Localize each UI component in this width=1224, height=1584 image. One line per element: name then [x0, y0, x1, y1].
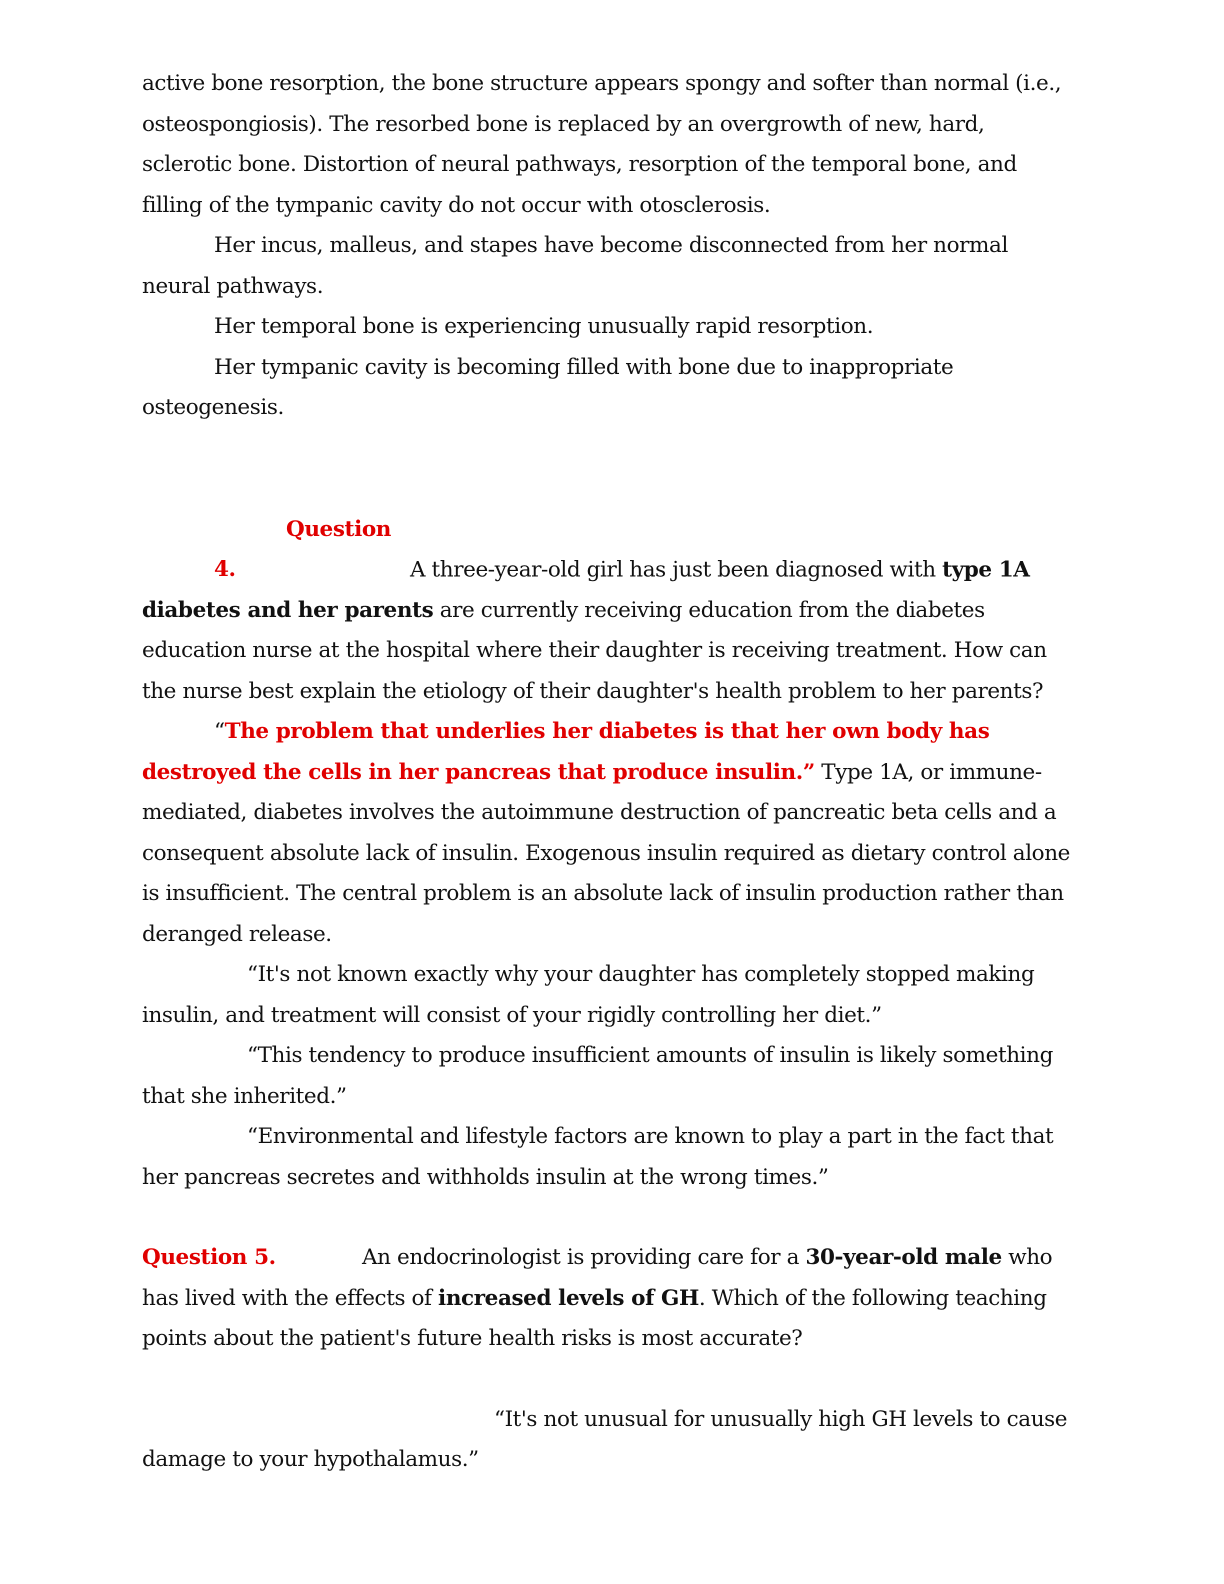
q5-stem-bold2: increased levels of GH [438, 1285, 699, 1311]
q5-stem [142, 1238, 1077, 1360]
q5-stem-bold1: 30-year-old male [805, 1245, 1002, 1270]
q4-stem-part1: A three-year-old girl has just been diagnosed with [410, 557, 943, 582]
q4-answer-open-quote: “ [214, 719, 225, 744]
q5-label: Question 5. [142, 1245, 276, 1270]
q3-rationale-end: active bone resorption, the bone structure appears spongy and softer than normal (i.e., osteospongiosis). The resorbed bone is replaced by an overgrowth of new, hard, sclerotic bone. Distortion of neural pathways, resorption of the temporal bone, and filling of the tympanic cavity do not occur with otosclerosis. [142, 71, 1062, 218]
q4-label: Question 4. [214, 516, 392, 582]
document-page [142, 64, 1077, 1481]
q4-correct-answer: The problem that underlies her diabetes is that her own body has destroyed the cells in her pancreas that produce insulin.” [142, 719, 990, 785]
q3-option-3: Her tympanic cavity is becoming filled with bone due to inappropriate osteogenesis. [142, 354, 954, 420]
q3-option-1: Her incus, malleus, and stapes have become disconnected from her normal neural pathways. [142, 233, 1008, 299]
q4-rationale: Type 1A, or immune-mediated, diabetes involves the autoimmune destruction of pancreatic beta cells and a consequent absolute lack of insulin. Exogenous insulin required as dietary control alone is insufficient. The central problem is an absolute lack of insulin production rather than deranged release. [142, 759, 1070, 947]
q5-option-1-text: “It's not unusual for unusually high GH levels to cause damage to your hypothalamus.” [142, 1406, 1068, 1472]
q4-option-1: “It's not known exactly why your daughter has completely stopped making insulin, and treatment will consist of your rigidly controlling her diet.” [142, 962, 1035, 1028]
q4-option-3: “Environmental and lifestyle factors are known to play a part in the fact that her pancreas secretes and withholds insulin at the wrong times.” [142, 1124, 1054, 1190]
q3-option-2: Her temporal bone is experiencing unusually rapid resorption. [214, 314, 874, 339]
q4-stem-bold: type 1A diabetes and her parents [142, 557, 1030, 623]
q4-answer-paragraph [142, 712, 1077, 955]
q4-stem-part2: are currently receiving education from the diabetes education nurse at the hospital where their daughter is receiving treatment. How can the nurse best explain the etiology of their daughter's health problem to her parents? [142, 597, 1047, 704]
q5-stem-part1: An endocrinologist is providing care for a [362, 1245, 806, 1270]
q4-option-2: “This tendency to produce insufficient amounts of insulin is likely something that she inherited.” [142, 1043, 1053, 1109]
q5-stem-part3: . Which of the following teaching points about the patient's future health risks is most accurate? [142, 1285, 1047, 1351]
q4-stem [142, 510, 1077, 713]
q5-option-1 [142, 1400, 1077, 1481]
q5-stem-part2: who has lived with the effects of [142, 1245, 1053, 1311]
